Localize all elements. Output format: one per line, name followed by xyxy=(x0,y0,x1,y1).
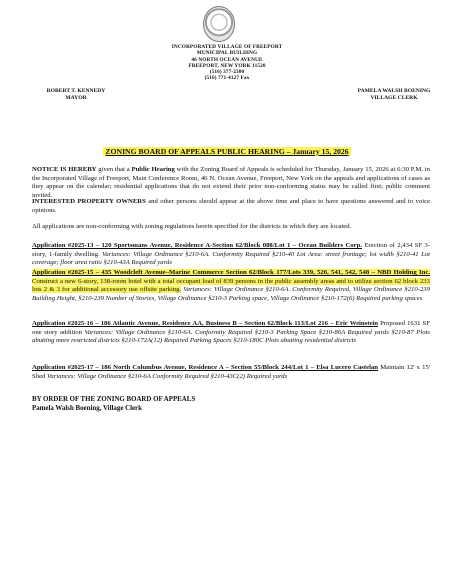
application-2025-17 xyxy=(32,364,430,381)
clerk-block xyxy=(344,88,444,102)
application-variances: Variances: Village Ordinance §210-6A. Conformity Required §210-40 Lot Area: street frontage; lot width §210-41 Lot coverage; floor area ratio §210-43A Required yards xyxy=(32,250,430,267)
application-2025-15 xyxy=(32,269,430,303)
letterhead-city: FREEPORT, NEW YORK 11520 xyxy=(188,62,266,69)
order-signature-block xyxy=(32,396,332,413)
notice-public-hearing: Public Hearing xyxy=(131,166,175,173)
all-applications-paragraph: All applications are non-conforming with zoning regulations herein specified for the districts in which they are located. xyxy=(32,223,352,230)
clerk-title: VILLAGE CLERK xyxy=(370,95,418,101)
interested-text: and other persons should appear at the above time and place to have questions answered and to voice opinions. xyxy=(32,198,431,214)
notice-title-text: ZONING BOARD OF APPEALS PUBLIC HEARING – January 15, 2026 xyxy=(105,147,349,156)
application-description: Proposed 1631 SF one story addition xyxy=(32,320,430,336)
application-description: Construct a new 6-story, 138-room hotel with a total occupant load of 839 persons in the public assembly areas and to utilize section 62 block 233 lots 2 & 3 for additional accessory use offsite parking. xyxy=(32,277,430,294)
application-variances: Variances: Village Ordinance §210-6A. Conformity Required §210-3 Parking Space §210-86A Required yards §210-87 Plots abutting more restricted districts §210-172A(12) Required Parking Spaces §210-180C Plots abutting residential districts xyxy=(32,328,430,345)
letterhead-name: INCORPORATED VILLAGE OF FREEPORT xyxy=(171,44,283,50)
mayor-title: MAYOR xyxy=(65,95,87,101)
notice-lead: NOTICE IS HEREBY xyxy=(32,166,97,173)
notice-title xyxy=(103,147,351,157)
interested-lead: INTERESTED PROPERTY OWNERS xyxy=(32,198,146,205)
notice-text-a: given that a xyxy=(96,166,132,173)
letterhead-street: 46 NORTH OCEAN AVENUE xyxy=(191,56,263,63)
application-variances: Variances: Village Ordinance §210-6A Conformity Required §210-43C(2) Required yards xyxy=(47,372,288,380)
letterhead-phone: (516) 377-2300 xyxy=(209,69,245,76)
application-description: Maintain 12' x 15' Shed xyxy=(32,364,431,380)
mayor-block xyxy=(36,88,116,102)
application-heading: Application #2025-17 – 186 North Columbus Avenue, Residence A – Section 55/Block 244/Lot 1 – Elsa Lucero Castelan xyxy=(32,364,379,371)
order-signatory: Pamela Walsh Boening, Village Clerk xyxy=(32,404,142,412)
letterhead xyxy=(120,44,334,82)
village-seal-icon xyxy=(203,6,235,42)
clerk-name: PAMELA WALSH BOENING xyxy=(357,88,431,94)
mayor-name: ROBERT T. KENNEDY xyxy=(46,88,106,94)
application-heading: Application #2025-16 – 186 Atlantic Avenue, Residence AA, Business B – Section 62/Block 113/Lot 216 – Eric Weinstein xyxy=(32,320,378,327)
notice-paragraph xyxy=(32,166,430,200)
application-heading: Application #2025-13 – 120 Sportsmans Avenue, Residence A-Section 62/Block 088/Lot 1 – Ocean Builders Corp. xyxy=(32,242,362,249)
order-line: BY ORDER OF THE ZONING BOARD OF APPEALS xyxy=(32,396,196,403)
application-description: Erection of 2,434 SF 3-story, 1-family dwelling. xyxy=(32,242,431,258)
letterhead-fax: (516) 771-4127 Fax xyxy=(204,75,250,82)
letterhead-building: MUNICIPAL BUILDING xyxy=(196,50,258,57)
notice-text-b: with the Zoning Board of Appeals is scheduled for Thursday, January 15, 2026 at 6:30 P.M. in the Incorporated Village of Freeport, Main Conference Room, 46 N. Ocean Avenue, Freeport, New York on the appeals and applications of cases as they appear on the calendar; residential applications that do not extend their prior non-conforming status may be called first; public comment invited. xyxy=(32,166,430,199)
application-variances: Variances: Village Ordinance §210-6A. Conformity Required, Village Ordinance §210-239 Building Height, §210-239 Number of Stories, Village Ordinance §210-3 Parking space, Village Ordinance §210-172(6) Required parking spaces xyxy=(32,286,430,302)
application-heading: Application #2025-15 – 435 Woodcleft Avenue–Marine Commerce Section 62/Block 177/Lots 339, 526, 541, 542, 548 – NBD Holding Inc. xyxy=(32,269,430,276)
application-2025-13 xyxy=(32,242,430,268)
interested-paragraph xyxy=(32,198,430,215)
application-2025-16 xyxy=(32,320,430,346)
